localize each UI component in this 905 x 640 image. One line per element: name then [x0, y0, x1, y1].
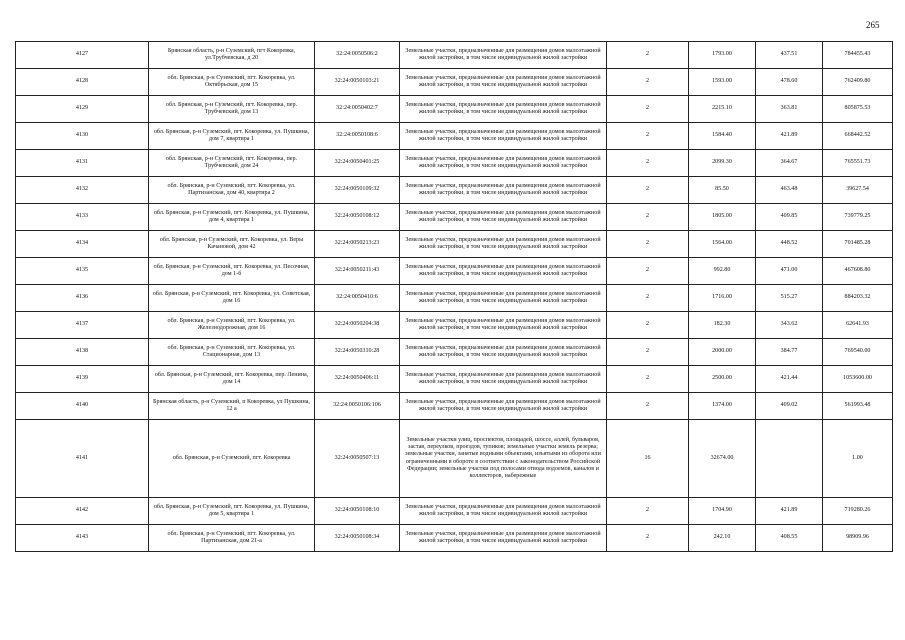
cell-cadastral-number: 32:24:0050410:6 [315, 285, 400, 312]
cell-land-use-description: Земельные участки, предназначенные для размещения домов малоэтажной жилой застройки, в том числе индивидуальной жилой застройки [400, 339, 607, 366]
cell-specific-value: 364.67 [756, 150, 823, 177]
cell-cadastral-number: 32:24:0050506:2 [315, 42, 400, 69]
table-row [16, 177, 893, 204]
cadastral-value-table [15, 41, 893, 552]
cell-land-use-description: Земельные участки, предназначенные для размещения домов малоэтажной жилой застройки, в том числе индивидуальной жилой застройки [400, 285, 607, 312]
cell-address: обл. Брянская, р-н Суземский, пгт. Кокоревка, пер. Трубчевский, дом 24 [149, 150, 315, 177]
cell-specific-value: 471.00 [756, 258, 823, 285]
cell-land-use-description: Земельные участки, предназначенные для размещения домов малоэтажной жилой застройки, в том числе индивидуальной жилой застройки [400, 366, 607, 393]
cell-address: обл. Брянская, р-н Суземский, пгт. Кокоревка, ул. Октябрьская, дом 15 [149, 69, 315, 96]
cell-cadastral-value: 701485.28 [823, 231, 893, 258]
cell-land-use-description: Земельные участки, предназначенные для размещения домов малоэтажной жилой застройки, в том числе индивидуальной жилой застройки [400, 498, 607, 525]
cell-land-use-description: Земельные участки, предназначенные для размещения домов малоэтажной жилой застройки, в том числе индивидуальной жилой застройки [400, 312, 607, 339]
cell-row-number: 4131 [16, 150, 149, 177]
cell-cadastral-value: 762409.80 [823, 69, 893, 96]
table-row [16, 366, 893, 393]
cell-row-number: 4138 [16, 339, 149, 366]
cell-group-number: 2 [607, 525, 689, 552]
table-row [16, 420, 893, 498]
table-row [16, 498, 893, 525]
cell-group-number: 2 [607, 69, 689, 96]
cell-cadastral-number: 32:24:0050406:11 [315, 366, 400, 393]
cell-row-number: 4129 [16, 96, 149, 123]
table-row [16, 123, 893, 150]
cell-specific-value: 343.62 [756, 312, 823, 339]
cell-land-use-description: Земельные участки, предназначенные для размещения домов малоэтажной жилой застройки, в том числе индивидуальной жилой застройки [400, 96, 607, 123]
cell-specific-value: 384.77 [756, 339, 823, 366]
cell-cadastral-number: 32:24:0050108:6 [315, 123, 400, 150]
cell-address: обл. Брянская, р-н Суземский, пгт. Кокоревка, ул. Партизанская, дом 40, квартира 2 [149, 177, 315, 204]
cell-specific-value: 463.48 [756, 177, 823, 204]
cell-area: 1793.00 [689, 42, 756, 69]
cell-row-number: 4140 [16, 393, 149, 420]
cell-group-number: 2 [607, 339, 689, 366]
cell-area: 1593.00 [689, 69, 756, 96]
cell-specific-value: 515.27 [756, 285, 823, 312]
cell-cadastral-value: 784455.43 [823, 42, 893, 69]
cell-area: 2000.00 [689, 339, 756, 366]
cell-group-number: 2 [607, 231, 689, 258]
cell-row-number: 4130 [16, 123, 149, 150]
cell-land-use-description: Земельные участки, предназначенные для размещения домов малоэтажной жилой застройки, в том числе индивидуальной жилой застройки [400, 231, 607, 258]
table-row [16, 312, 893, 339]
cell-address: обл. Брянская, р-н Суземский, пгт. Кокоревка, пер. Трубчевский, дом 13 [149, 96, 315, 123]
cell-specific-value: 409.02 [756, 393, 823, 420]
cell-specific-value: 408.55 [756, 525, 823, 552]
cell-cadastral-value: 719280.26 [823, 498, 893, 525]
cell-area: 1584.40 [689, 123, 756, 150]
cell-group-number: 2 [607, 177, 689, 204]
cell-area: 1564.00 [689, 231, 756, 258]
cell-group-number: 2 [607, 123, 689, 150]
table-row [16, 525, 893, 552]
cell-cadastral-value: 467608.80 [823, 258, 893, 285]
cell-cadastral-number: 32:24:0050213:23 [315, 231, 400, 258]
cell-area: 992.80 [689, 258, 756, 285]
cell-area: 1805.00 [689, 204, 756, 231]
cell-group-number: 2 [607, 366, 689, 393]
cell-address: Брянская область, р-н Суземский, пгт Кокоревка, ул.Трубчевская, д 20 [149, 42, 315, 69]
cell-cadastral-value: 884203.32 [823, 285, 893, 312]
cell-cadastral-number: 32:24:0050401:25 [315, 150, 400, 177]
cell-area: 85.50 [689, 177, 756, 204]
cell-row-number: 4141 [16, 420, 149, 498]
cell-row-number: 4128 [16, 69, 149, 96]
cell-land-use-description: Земельные участки, предназначенные для размещения домов малоэтажной жилой застройки, в том числе индивидуальной жилой застройки [400, 69, 607, 96]
cell-address: обл. Брянская, р-н Суземский, пгт. Кокоревка, ул. Пушкина, дом 4, квартира 1 [149, 204, 315, 231]
cell-land-use-description: Земельные участки, предназначенные для размещения домов малоэтажной жилой застройки, в том числе индивидуальной жилой застройки [400, 525, 607, 552]
cell-cadastral-value: 1053600.00 [823, 366, 893, 393]
cell-group-number: 2 [607, 42, 689, 69]
cell-specific-value: 421.89 [756, 498, 823, 525]
cell-row-number: 4133 [16, 204, 149, 231]
page-number: 265 [866, 20, 880, 30]
cell-cadastral-number: 32:24:0050108:10 [315, 498, 400, 525]
cell-cadastral-value: 668442.52 [823, 123, 893, 150]
cell-cadastral-number: 32:24:0050106:106 [315, 393, 400, 420]
table-row [16, 258, 893, 285]
cell-specific-value [756, 420, 823, 498]
cell-group-number: 16 [607, 420, 689, 498]
cell-group-number: 2 [607, 393, 689, 420]
cell-group-number: 2 [607, 204, 689, 231]
cell-area: 182.30 [689, 312, 756, 339]
cell-area: 32674.00 [689, 420, 756, 498]
cell-address: обл. Брянская, р-н Суземский, пгт. Кокоревка, ул. Стационарная, дом 13 [149, 339, 315, 366]
cell-address: обл. Брянская, р-н Суземский, пгт. Кокоревка, ул. Пушкина, дом 7, квартира 1 [149, 123, 315, 150]
table-row [16, 69, 893, 96]
cell-cadastral-number: 32:24:0050507:13 [315, 420, 400, 498]
cell-area: 1716.00 [689, 285, 756, 312]
cell-address: обл. Брянская, р-н Суземский, пгт. Кокоревка, ул. Железнодорожная, дом 16 [149, 312, 315, 339]
cell-address: обл. Брянская, р-н Суземский, пгт. Кокоревка, ул. Советская, дом 16 [149, 285, 315, 312]
cell-specific-value: 363.81 [756, 96, 823, 123]
cell-row-number: 4132 [16, 177, 149, 204]
cell-cadastral-number: 32:24:0050310:28 [315, 339, 400, 366]
cell-cadastral-number: 32:24:0050108:34 [315, 525, 400, 552]
cell-cadastral-number: 32:24:0050109:32 [315, 177, 400, 204]
cell-cadastral-value: 765551.73 [823, 150, 893, 177]
cell-area: 2099.30 [689, 150, 756, 177]
cell-area: 2500.00 [689, 366, 756, 393]
cell-cadastral-value: 805875.53 [823, 96, 893, 123]
cell-address: обл. Брянская, р-н Суземский, пгт. Кокоревка [149, 420, 315, 498]
cell-cadastral-value: 769540.00 [823, 339, 893, 366]
cell-area: 242.10 [689, 525, 756, 552]
cell-land-use-description: Земельные участки улиц, проспектов, площадей, шоссе, аллей, бульваров, застав, переулков, проездов, тупиков; земельные участки земель резерва; земельные участки, занятые водными объектами, изъятыми из оборота или ограниченными в обороте в соответствии с законодательством Российской Федерации; земельные участки под полосами отвода водоемов, каналов и коллекторов, набережные [400, 420, 607, 498]
cell-address: обл. Брянская, р-н Суземский, пгт. Кокоревка, ул. Песочная, дом 1-б [149, 258, 315, 285]
cell-land-use-description: Земельные участки, предназначенные для размещения домов малоэтажной жилой застройки, в том числе индивидуальной жилой застройки [400, 42, 607, 69]
cell-address: обл. Брянская, р-н Суземский, пгт. Кокоревка, пер. Ленина, дом 14 [149, 366, 315, 393]
cell-specific-value: 421.44 [756, 366, 823, 393]
cell-cadastral-number: 32:24:0050108:12 [315, 204, 400, 231]
cell-group-number: 2 [607, 312, 689, 339]
cell-address: обл. Брянская, р-н Суземский, пгт. Кокоревка, ул. Веры Качановой, дом 42 [149, 231, 315, 258]
cell-row-number: 4136 [16, 285, 149, 312]
cell-address: Брянская область, р-н Суземский, п Кокоревка, ул Пушкина, 12 а [149, 393, 315, 420]
cell-cadastral-number: 32:24:0050211:43 [315, 258, 400, 285]
table-row [16, 150, 893, 177]
cell-group-number: 2 [607, 285, 689, 312]
cell-land-use-description: Земельные участки, предназначенные для размещения домов малоэтажной жилой застройки, в том числе индивидуальной жилой застройки [400, 258, 607, 285]
cell-cadastral-value: 739779.25 [823, 204, 893, 231]
cell-row-number: 4135 [16, 258, 149, 285]
cell-row-number: 4127 [16, 42, 149, 69]
cell-land-use-description: Земельные участки, предназначенные для размещения домов малоэтажной жилой застройки, в том числе индивидуальной жилой застройки [400, 393, 607, 420]
table-row [16, 339, 893, 366]
cell-specific-value: 448.52 [756, 231, 823, 258]
cell-group-number: 2 [607, 96, 689, 123]
cell-row-number: 4139 [16, 366, 149, 393]
cell-area: 2215.10 [689, 96, 756, 123]
cell-specific-value: 409.85 [756, 204, 823, 231]
cell-specific-value: 437.51 [756, 42, 823, 69]
cell-area: 1374.00 [689, 393, 756, 420]
cell-cadastral-value: 62641.93 [823, 312, 893, 339]
table-body [16, 42, 893, 552]
cell-cadastral-value: 98909.96 [823, 525, 893, 552]
cell-group-number: 2 [607, 498, 689, 525]
cell-cadastral-number: 32:24:0050402:7 [315, 96, 400, 123]
cell-address: обл. Брянская, р-н Суземский, пгт. Кокоревка, ул. Партизанская, дом 21-а [149, 525, 315, 552]
table-row [16, 96, 893, 123]
cell-cadastral-number: 32:24:0050103:21 [315, 69, 400, 96]
table-row [16, 393, 893, 420]
cell-land-use-description: Земельные участки, предназначенные для размещения домов малоэтажной жилой застройки, в том числе индивидуальной жилой застройки [400, 177, 607, 204]
cell-cadastral-value: 561993.48 [823, 393, 893, 420]
cell-land-use-description: Земельные участки, предназначенные для размещения домов малоэтажной жилой застройки, в том числе индивидуальной жилой застройки [400, 123, 607, 150]
cell-row-number: 4143 [16, 525, 149, 552]
table-row [16, 231, 893, 258]
cell-area: 1704.90 [689, 498, 756, 525]
cell-land-use-description: Земельные участки, предназначенные для размещения домов малоэтажной жилой застройки, в том числе индивидуальной жилой застройки [400, 150, 607, 177]
table-row [16, 42, 893, 69]
cell-group-number: 2 [607, 150, 689, 177]
cell-group-number: 2 [607, 258, 689, 285]
cell-cadastral-value: 39627.54 [823, 177, 893, 204]
cell-specific-value: 421.89 [756, 123, 823, 150]
cell-row-number: 4142 [16, 498, 149, 525]
cell-specific-value: 478.60 [756, 69, 823, 96]
cell-cadastral-value: 1.00 [823, 420, 893, 498]
cell-row-number: 4134 [16, 231, 149, 258]
cell-land-use-description: Земельные участки, предназначенные для размещения домов малоэтажной жилой застройки, в том числе индивидуальной жилой застройки [400, 204, 607, 231]
cell-address: обл. Брянская, р-н Суземский, пгт. Кокоревка, ул. Пушкина, дом 5, квартира 1 [149, 498, 315, 525]
table-row [16, 285, 893, 312]
table-row [16, 204, 893, 231]
cell-row-number: 4137 [16, 312, 149, 339]
cell-cadastral-number: 32:24:0050204:38 [315, 312, 400, 339]
